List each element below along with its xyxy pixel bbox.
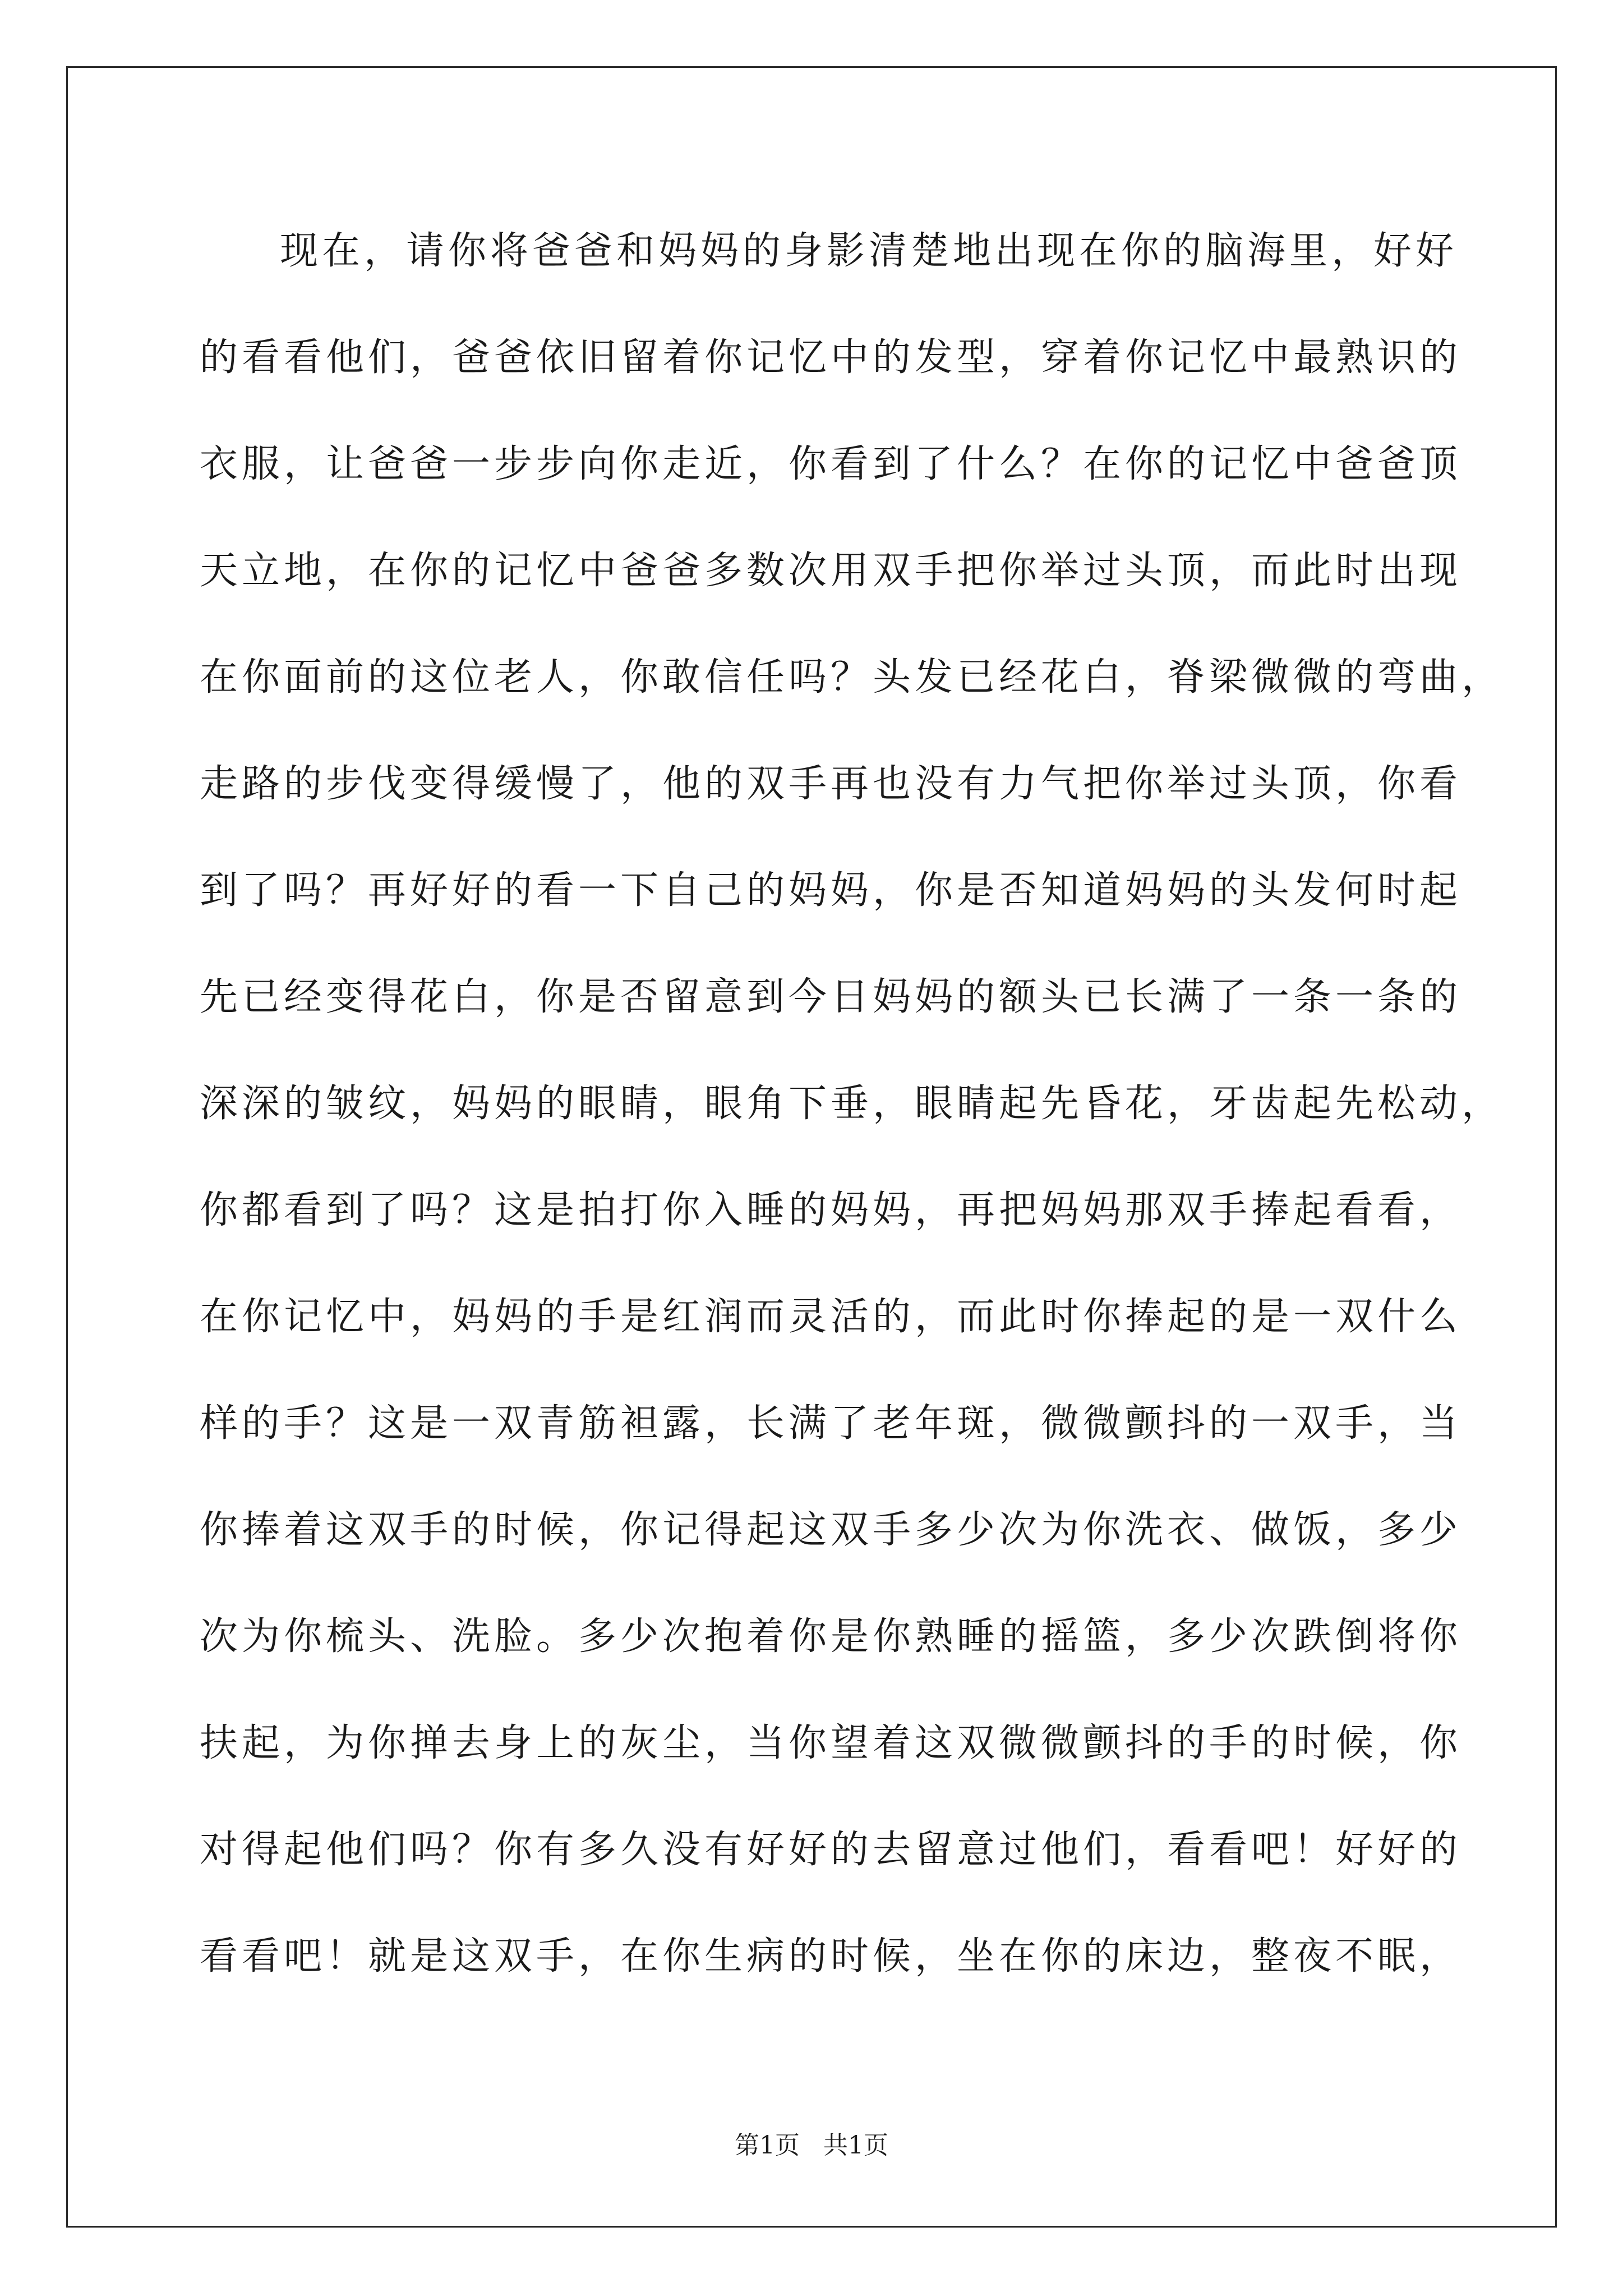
text-line: 次为你梳头、洗脸。多少次抱着你是你熟睡的摇篮，多少次跌倒将你: [200, 1614, 1462, 1659]
text-line: 深深的皱纹，妈妈的眼睛，眼角下垂，眼睛起先昏花，牙齿起先松动，: [200, 1082, 1504, 1126]
text-line: 走路的步伐变得缓慢了，他的双手再也没有力气把你举过头顶，你看: [200, 762, 1462, 806]
text-line: 现在，请你将爸爸和妈妈的身影清楚地出现在你的脑海里，好好: [280, 229, 1458, 273]
text-line: 样的手？这是一双青筋袒露，长满了老年斑，微微颤抖的一双手，当: [200, 1401, 1462, 1446]
text-line: 在你记忆中，妈妈的手是红润而灵活的，而此时你捧起的是一双什么: [200, 1295, 1462, 1339]
text-line: 你都看到了吗？这是拍打你入睡的妈妈，再把妈妈那双手捧起看看，: [200, 1188, 1462, 1232]
text-line: 在你面前的这位老人，你敢信任吗？头发已经花白，脊梁微微的弯曲，: [200, 655, 1504, 700]
page-number-footer: 第1页 共1页: [735, 2131, 888, 2160]
text-line: 天立地，在你的记忆中爸爸多数次用双手把你举过头顶，而此时出现: [200, 549, 1462, 593]
text-line: 到了吗？再好好的看一下自己的妈妈，你是否知道妈妈的头发何时起: [200, 868, 1462, 913]
text-line: 衣服，让爸爸一步步向你走近，你看到了什么？在你的记忆中爸爸顶: [200, 442, 1462, 486]
text-line: 对得起他们吗？你有多久没有好好的去留意过他们，看看吧！好好的: [200, 1828, 1462, 1872]
document-body: [200, 220, 1504, 2032]
text-line: 先已经变得花白，你是否留意到今日妈妈的额头已长满了一条一条的: [200, 975, 1462, 1019]
text-line: 看看吧！就是这双手，在你生病的时候，坐在你的床边，整夜不眠，: [200, 1934, 1462, 1978]
text-line: 你捧着这双手的时候，你记得起这双手多少次为你洗衣、做饭，多少: [200, 1508, 1462, 1552]
text-line: 的看看他们，爸爸依旧留着你记忆中的发型，穿着你记忆中最熟识的: [200, 335, 1462, 380]
text-line: 扶起，为你掸去身上的灰尘，当你望着这双微微颤抖的手的时候，你: [200, 1721, 1462, 1765]
